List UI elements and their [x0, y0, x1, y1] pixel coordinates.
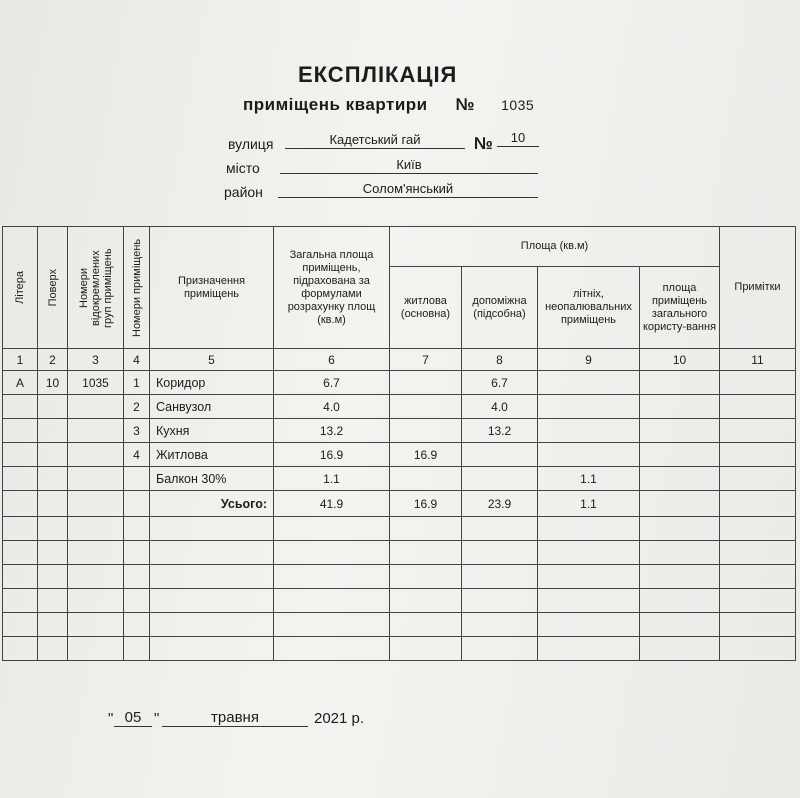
total-auxiliary: 23.9 — [462, 491, 538, 517]
col-number: 7 — [390, 349, 462, 371]
apartment-number: 1035 — [501, 97, 535, 113]
header-notes: Примітки — [720, 227, 796, 349]
empty-cell — [640, 565, 720, 589]
empty-cell — [538, 517, 640, 541]
total-summer: 1.1 — [538, 491, 640, 517]
empty-cell — [38, 517, 68, 541]
table-cell — [68, 419, 124, 443]
table-cell: 6.7 — [462, 371, 538, 395]
table-cell: Балкон 30% — [150, 467, 274, 491]
empty-cell — [538, 565, 640, 589]
table-cell — [390, 467, 462, 491]
table-cell: Кухня — [150, 419, 274, 443]
table-cell — [68, 467, 124, 491]
empty-cell — [3, 589, 38, 613]
table-cell — [68, 395, 124, 419]
street-label: вулиця — [228, 136, 274, 152]
empty-cell — [274, 589, 390, 613]
empty-cell — [720, 541, 796, 565]
empty-cell — [3, 565, 38, 589]
table-cell: Житлова — [150, 443, 274, 467]
table-cell — [38, 443, 68, 467]
empty-table-row — [3, 589, 796, 613]
table-cell — [720, 443, 796, 467]
empty-cell — [538, 541, 640, 565]
empty-cell — [640, 589, 720, 613]
table-cell: 1.1 — [538, 467, 640, 491]
table-cell — [538, 443, 640, 467]
district-value: Солом'янський — [278, 181, 538, 198]
col-number: 1 — [3, 349, 38, 371]
empty-cell — [150, 637, 274, 661]
date-day: 05 — [114, 710, 152, 727]
house-label: № — [474, 134, 493, 153]
table-cell: 13.2 — [462, 419, 538, 443]
total-label: Усього: — [150, 491, 274, 517]
table-cell: 1 — [124, 371, 150, 395]
table-cell: 1.1 — [274, 467, 390, 491]
table-cell — [390, 419, 462, 443]
empty-table-row — [3, 637, 796, 661]
table-cell — [538, 419, 640, 443]
empty-cell — [640, 637, 720, 661]
table-cell — [640, 419, 720, 443]
table-cell — [3, 419, 38, 443]
table-cell — [462, 467, 538, 491]
number-sign: № — [455, 95, 476, 114]
empty-cell — [462, 565, 538, 589]
empty-cell — [538, 613, 640, 637]
city-value: Київ — [280, 157, 538, 174]
empty-cell — [538, 637, 640, 661]
empty-cell — [3, 637, 38, 661]
col-number: 4 — [124, 349, 150, 371]
empty-cell — [274, 637, 390, 661]
table-cell — [462, 443, 538, 467]
empty-cell — [68, 565, 124, 589]
table-cell — [720, 371, 796, 395]
empty-cell — [462, 613, 538, 637]
empty-cell — [150, 517, 274, 541]
empty-cell — [150, 613, 274, 637]
empty-cell — [274, 565, 390, 589]
empty-cell — [124, 637, 150, 661]
table-cell: 16.9 — [390, 443, 462, 467]
table-cell — [640, 395, 720, 419]
table-cell — [390, 371, 462, 395]
empty-cell — [462, 637, 538, 661]
empty-table-row — [3, 517, 796, 541]
house-value: 10 — [497, 130, 539, 147]
col-number: 11 — [720, 349, 796, 371]
empty-cell — [640, 517, 720, 541]
empty-cell — [720, 613, 796, 637]
header-group-numbers: Номери відокремлених груп приміщень — [68, 227, 124, 349]
empty-cell — [640, 613, 720, 637]
date-day-close-quote: " — [154, 710, 160, 727]
empty-cell — [124, 517, 150, 541]
table-cell — [124, 467, 150, 491]
date-day-open-quote: " — [108, 710, 114, 727]
table-cell — [390, 395, 462, 419]
header-living: житлова (основна) — [390, 267, 462, 349]
empty-table-row — [3, 541, 796, 565]
empty-cell — [68, 637, 124, 661]
table-cell: 10 — [38, 371, 68, 395]
empty-cell — [38, 637, 68, 661]
table-cell — [720, 395, 796, 419]
table-row — [3, 467, 796, 491]
table-cell: 16.9 — [274, 443, 390, 467]
empty-cell — [150, 589, 274, 613]
empty-cell — [640, 541, 720, 565]
empty-cell — [124, 613, 150, 637]
empty-cell — [274, 517, 390, 541]
empty-cell — [124, 565, 150, 589]
document-title: ЕКСПЛІКАЦІЯ — [298, 62, 458, 87]
empty-cell — [3, 613, 38, 637]
table-row — [3, 443, 796, 467]
table-cell — [538, 395, 640, 419]
empty-cell — [462, 517, 538, 541]
empty-cell — [38, 541, 68, 565]
table-cell — [68, 443, 124, 467]
table-cell: Санвузол — [150, 395, 274, 419]
col-number: 9 — [538, 349, 640, 371]
empty-cell — [150, 565, 274, 589]
subtitle-text: приміщень квартири — [243, 95, 428, 114]
table-cell: 6.7 — [274, 371, 390, 395]
document-subtitle — [243, 95, 534, 115]
col-number: 6 — [274, 349, 390, 371]
empty-table-row — [3, 565, 796, 589]
city-label: місто — [226, 160, 260, 176]
empty-cell — [720, 517, 796, 541]
header-total-area: Загальна площа приміщень, підрахована за формулами розрахунку площ (кв.м) — [274, 227, 390, 349]
header-area-group: Площа (кв.м) — [390, 227, 720, 267]
empty-cell — [274, 613, 390, 637]
empty-cell — [462, 541, 538, 565]
empty-cell — [538, 589, 640, 613]
table-row — [3, 419, 796, 443]
table-cell: 13.2 — [274, 419, 390, 443]
table-cell: 4 — [124, 443, 150, 467]
empty-cell — [68, 613, 124, 637]
table-cell: 1035 — [68, 371, 124, 395]
header-summer: літніх, неопалювальних приміщень — [538, 267, 640, 349]
table-cell — [38, 419, 68, 443]
empty-cell — [390, 613, 462, 637]
table-cell: 4.0 — [462, 395, 538, 419]
empty-cell — [390, 541, 462, 565]
table-row — [3, 371, 796, 395]
table-row — [3, 395, 796, 419]
empty-cell — [720, 565, 796, 589]
empty-table-row — [3, 613, 796, 637]
header-litera: Літера — [3, 227, 38, 349]
table-cell — [3, 443, 38, 467]
empty-cell — [124, 541, 150, 565]
header-floor: Поверх — [38, 227, 68, 349]
district-label: район — [224, 184, 263, 200]
table-cell — [720, 467, 796, 491]
table-cell — [640, 467, 720, 491]
table-cell: А — [3, 371, 38, 395]
col-number: 2 — [38, 349, 68, 371]
header-room-numbers: Номери приміщень — [124, 227, 150, 349]
explication-table — [2, 226, 796, 661]
table-cell: 3 — [124, 419, 150, 443]
date-month: травня — [162, 710, 308, 727]
header-common: площа приміщень загального користу-вання — [640, 267, 720, 349]
empty-cell — [68, 541, 124, 565]
empty-cell — [3, 541, 38, 565]
empty-cell — [38, 613, 68, 637]
empty-cell — [150, 541, 274, 565]
empty-cell — [390, 565, 462, 589]
table-cell — [640, 443, 720, 467]
table-cell — [38, 395, 68, 419]
empty-cell — [3, 517, 38, 541]
table-cell — [538, 371, 640, 395]
col-number: 3 — [68, 349, 124, 371]
total-living: 16.9 — [390, 491, 462, 517]
table-cell — [720, 419, 796, 443]
column-numbers-row — [3, 349, 796, 371]
empty-cell — [274, 541, 390, 565]
empty-cell — [38, 565, 68, 589]
empty-cell — [390, 637, 462, 661]
total-area: 41.9 — [274, 491, 390, 517]
empty-cell — [124, 589, 150, 613]
table-cell — [38, 467, 68, 491]
empty-cell — [390, 517, 462, 541]
table-cell: Коридор — [150, 371, 274, 395]
col-number: 5 — [150, 349, 274, 371]
empty-cell — [390, 589, 462, 613]
table-cell — [3, 395, 38, 419]
col-number: 8 — [462, 349, 538, 371]
empty-cell — [68, 517, 124, 541]
header-purpose: Призначення приміщень — [150, 227, 274, 349]
total-row — [3, 491, 796, 517]
table-cell: 2 — [124, 395, 150, 419]
date-year: 2021 р. — [314, 710, 365, 727]
header-auxiliary: допоміжна (підсобна) — [462, 267, 538, 349]
empty-cell — [462, 589, 538, 613]
street-value: Кадетський гай — [285, 132, 465, 149]
table-cell — [3, 467, 38, 491]
empty-cell — [68, 589, 124, 613]
empty-cell — [38, 589, 68, 613]
col-number: 10 — [640, 349, 720, 371]
empty-cell — [720, 637, 796, 661]
table-cell: 4.0 — [274, 395, 390, 419]
table-cell — [640, 371, 720, 395]
empty-cell — [720, 589, 796, 613]
